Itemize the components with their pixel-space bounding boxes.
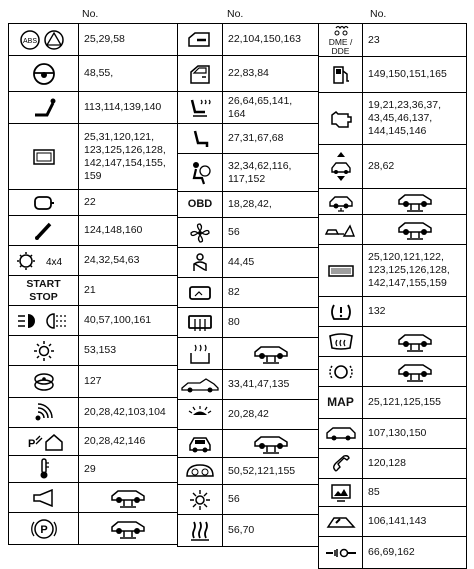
numbers-airbag [223,154,319,192]
ride-height-icon [319,145,363,189]
table-row [9,216,178,246]
table-row [319,297,467,327]
table-row [178,308,319,338]
seat-adjust-icon [9,92,79,124]
table-row [9,306,178,336]
table-row [319,507,467,537]
tire-pressure-icon [319,297,363,327]
numbers-fan: 56 [223,218,319,248]
numbers-seat-belt: 44,45 [223,248,319,278]
numbers-airbag-text: 32,34,62,116, 117,152 [228,159,292,185]
convertible-car-icon [178,370,223,400]
seat-icon [178,124,223,154]
instrument-cluster-icon [178,458,223,485]
heated-seat-icon [178,92,223,124]
numbers-fuel: 149,150,151,165 [363,57,467,93]
headlight-icon [9,306,79,336]
trailer-hitch-service-icon [363,215,467,245]
numbers-wiper: 124,148,160 [79,216,178,246]
wiper-icon [9,216,79,246]
numbers-sunroof: 106,141,143 [363,507,467,537]
table-row [9,483,178,513]
numbers-rear-window-heat-text: 25,120,121,122, 123,125,126,128, 142,147,155,159 [368,251,450,289]
numbers-headlight: 40,57,100,161 [79,306,178,336]
heated-washer-car-service-icon [223,338,319,370]
table-row [178,370,319,400]
numbers-phone: 120,128 [363,449,467,479]
col3-table [318,23,467,569]
fuel-pump-icon [319,57,363,93]
numbers-thermometer: 29 [79,456,178,483]
numbers-door: 22,83,84 [223,56,319,92]
table-row [178,192,319,218]
table-row [9,336,178,366]
rear-defrost-icon [178,308,223,338]
check-engine-icon [319,93,363,145]
tv-screen-icon [319,479,363,507]
car-lift-service-icon [363,189,467,215]
numbers-start-stop: 21 [79,276,178,306]
thermometer-icon [9,456,79,483]
table-row [319,327,467,357]
col2-table [177,23,319,547]
svg-text:P: P [39,523,48,536]
windshield-defrost-icon [319,327,363,357]
four-by-four-label: 4x4 [45,256,62,268]
light-sun-icon [9,336,79,366]
rear-window-heat-icon [319,245,363,297]
table-row [319,479,467,507]
numbers-seat-heating-waves: 56,70 [223,515,319,547]
numbers-connector: 66,69,162 [363,537,467,569]
table-row [319,357,467,387]
numbers-ride-height: 28,62 [363,145,467,189]
numbers-cd: 127 [79,366,178,398]
table-row [319,245,467,297]
col3-header: No. [370,8,387,20]
abs-brake-warning-icon [9,24,79,56]
remote-signal-icon [9,398,79,428]
numbers-heated-seat-text: 26,64,65,141, 164 [228,94,293,120]
table-row [319,215,467,245]
display-screen-icon [9,124,79,190]
table-row [9,246,178,276]
numbers-remote: 20,28,42,103,104 [79,398,178,428]
table-row [9,56,178,92]
heated-washer-icon [178,338,223,370]
col2-header: No. [227,8,244,20]
table-row [319,24,467,57]
steering-wheel-icon [9,56,79,92]
numbers-check-engine-text: 19,21,23,36,37, 43,45,46,137, 144,145,146 [368,99,441,137]
parking-brake-icon [9,513,79,545]
numbers-obd: 18,28,42, [223,192,319,218]
brake-pads-service-icon [363,357,467,387]
table-row [9,366,178,398]
numbers-check-engine [363,93,467,145]
numbers-tire-pressure: 132 [363,297,467,327]
numbers-instrument-cluster: 50,52,121,155 [223,458,319,485]
numbers-park-home: 20,28,42,146 [79,428,178,456]
numbers-rear-window-heat [363,245,467,297]
obd-icon: OBD [178,192,223,218]
phone-handset-icon [319,449,363,479]
door-icon [178,56,223,92]
parking-brake-car-service-icon [79,513,178,545]
table-row [319,449,467,479]
numbers-interior-light: 20,28,42 [223,400,319,430]
cd-stack-icon [9,366,79,398]
table-row [9,276,178,306]
table-row [9,398,178,428]
door-lock-icon [178,24,223,56]
table-row [319,189,467,215]
numbers-abs: 25,29,58 [79,24,178,56]
dme-dde-label: DME / DDE [328,37,353,56]
car-lift-icon [319,189,363,215]
col1-table [8,23,178,545]
table-row [319,93,467,145]
airbag-icon [178,154,223,192]
numbers-light: 53,153 [79,336,178,366]
numbers-seat-adjust: 113,114,139,140 [79,92,178,124]
start-stop-icon [9,276,79,306]
svg-text:P: P [27,437,35,450]
seat-heating-waves-icon [178,515,223,547]
svg-text:ABS: ABS [22,37,37,45]
table-row [178,56,319,92]
table-row [9,92,178,124]
table-row [9,456,178,483]
suv-car-icon [319,419,363,449]
park-home-icon [9,428,79,456]
sunroof-icon [319,507,363,537]
table-row [178,218,319,248]
table-row [319,419,467,449]
car-service-icon [178,430,223,458]
numbers-display [79,124,178,190]
engine-control-icon [319,24,363,57]
table-row [9,124,178,190]
numbers-suv: 107,130,150 [363,419,467,449]
table-row [319,145,467,189]
table-row [9,513,178,545]
table-row [9,24,178,56]
numbers-map: 25,121,125,155 [363,387,467,419]
numbers-door-lock: 22,104,150,163 [223,24,319,56]
numbers-steering: 48,55, [79,56,178,92]
horn-car-service-icon [79,483,178,513]
trailer-hitch-icon [319,215,363,245]
numbers-display-text: 25,31,120,121, 123,125,126,128, 142,147,154,155, 159 [84,130,166,182]
numbers-climate-sun: 56 [223,485,319,515]
table-row [178,92,319,124]
table-row [178,430,319,458]
numbers-rear-defrost: 80 [223,308,319,338]
seat-belt-icon [178,248,223,278]
table-row [178,458,319,485]
table-row [9,190,178,216]
numbers-fold-mirror: 82 [223,278,319,308]
numbers-dme-dde: 23 [363,24,467,57]
fan-icon [178,218,223,248]
brake-pads-icon [319,357,363,387]
climate-sun-icon [178,485,223,515]
table-row [178,515,319,547]
windshield-defrost-service-icon [363,327,467,357]
table-row [319,387,467,419]
car-service-lift-icon [223,430,319,458]
table-row [319,57,467,93]
table-row [178,24,319,56]
stop-label: STOP [29,290,58,303]
numbers-convertible: 33,41,47,135 [223,370,319,400]
table-row [178,338,319,370]
col1-header: No. [82,8,99,20]
table-row [178,248,319,278]
start-label: START [26,277,61,290]
numbers-mirror: 22 [79,190,178,216]
numbers-heated-seat [223,92,319,124]
map-label-icon: MAP [319,387,363,419]
table-row [178,485,319,515]
fold-mirror-icon [178,278,223,308]
table-row [9,428,178,456]
table-row [178,154,319,192]
table-row [178,400,319,430]
numbers-seat: 27,31,67,68 [223,124,319,154]
table-row [178,278,319,308]
side-mirror-icon [9,190,79,216]
numbers-tv: 85 [363,479,467,507]
interior-light-icon [178,400,223,430]
horn-icon [9,483,79,513]
numbers-4x4: 24,32,54,63 [79,246,178,276]
table-row [178,124,319,154]
four-by-four-icon [9,246,79,276]
